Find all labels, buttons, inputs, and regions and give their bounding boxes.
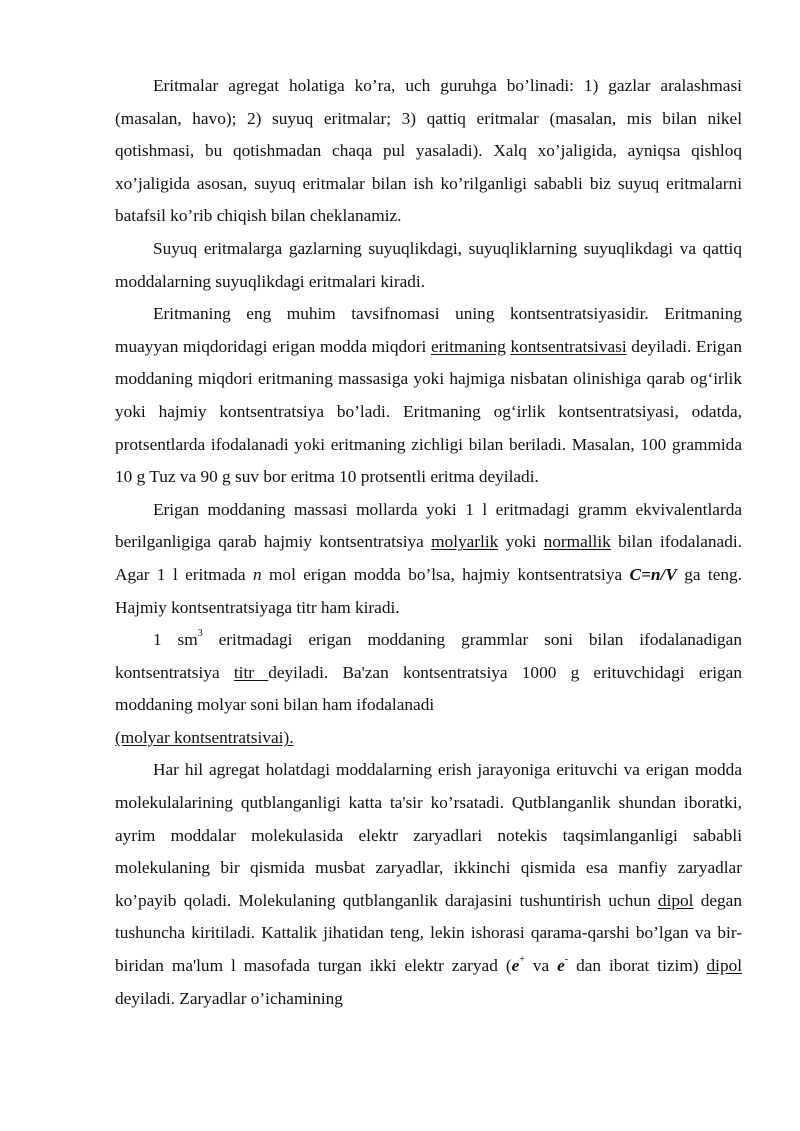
paragraph-aggregate-states: Eritmalar agregat holatiga ko’ra, uch guruhga bo’linadi: 1) gazlar aralashmasi (masalan, havo); 2) suyuq eritmalar; 3) qattiq eritmalar (masalan, mis bilan nikel qotishmasi, bu qotishmadan chaqa pul yasaladi). Xalq xo’jaligida, ayniqsa qishloq xo’jaligida asosan, suyuq eritmalar bilan ish ko’rilganligi sababli biz suyuq eritmalarni batafsil ko’rib chiqish bilan cheklanamiz. [115, 76, 742, 226]
text-run: Eritmaning eng muhim tavsifnomasi uning kontsentratsiyasidir. Eritmaning muayyan miqdoridagi erigan modda miqdori [115, 304, 742, 356]
text-run: bilan ifodalanadi. Agar 1 l eritmada [115, 532, 742, 584]
paragraph-titr [115, 624, 742, 722]
symbol-e-plus: e [511, 956, 520, 976]
underlined-term-normallik: normallik [543, 532, 611, 552]
underlined-term-molyarlik: molyarlik [431, 532, 499, 552]
paragraph-polarity [115, 754, 742, 1015]
text-run: deyiladi. Zaryadlar o’ichamining [115, 988, 343, 1008]
text-run: yoki [498, 532, 544, 552]
text-run: ga teng. Hajmiy kontsentratsiyaga titr ham kiradi. [115, 564, 743, 617]
superscript-3: 3 [197, 628, 203, 640]
text-run: deyiladi. Ba'zan kontsentratsiya 1000 g erituvchidagi erigan moddaning molyar soni bilan ham ifodalanadi [115, 662, 742, 715]
symbol-e-minus: e [557, 956, 565, 976]
text-run: va [524, 956, 558, 976]
text-run: mol erigan modda bo’lsa, hajmiy kontsentratsiya [261, 564, 630, 584]
paragraph-concentration [115, 298, 742, 494]
text-run: deyiladi. Erigan moddaning miqdori eritmaning massasiga yoki hajmiga nisbatan olinishiga qarab og‘irlik yoki hajmiy kontsentratsiya bo’ladi. Eritmaning og‘irlik kontsentratsiyasi, odatda, protsentlarda ifodalanadi yoki eritmaning zichligi bilan beriladi. Masalan, 100 grammida 10 g Tuz va 90 g suv bor eritma 10 protsentli eritma deyiladi. [115, 336, 742, 487]
underlined-term-kontsentratsiya: kontsentratsivasi [510, 336, 627, 356]
paragraph-volume-concentration [115, 494, 742, 624]
italic-variable-n: n [252, 564, 262, 584]
text-run: Erigan moddaning massasi mollarda yoki 1 l eritmadagi gramm ekvivalentlarda berilganligiga qarab hajmiy kontsentratsiya [115, 499, 742, 552]
text-run: eritmadagi erigan moddaning grammlar soni bilan ifodalanadigan kontsentratsiya [115, 630, 742, 682]
text-run: Har hil agregat holatdagi moddalarning erish jarayoniga erituvchi va erigan modda molekulalarining qutblanganligi katta ta'sir ko’rsatadi. Qutblanganlik shundan iboratki, ayrim moddalar molekulasida elektr zaryadlari notekis taqsimlanganligi sababli molekulaning bir qismida musbat zaryadlar, ikkinchi qismida esa manfiy zaryadlar ko’payib qoladi. Molekulaning qutblanganlik darajasini tushuntirish uchun [115, 760, 742, 910]
formula-concentration: C=n/V [629, 564, 677, 584]
underlined-term-dipol: dipol [657, 890, 694, 910]
text-run: dan iborat tizim) [568, 956, 707, 976]
paragraph-molyar-kontsentratsiya: (molyar kontsentratsivai). [115, 727, 294, 747]
superscript-minus: - [564, 954, 569, 966]
underlined-term-titr: titr [233, 662, 269, 682]
text-run: 1 sm [153, 630, 198, 650]
underlined-term-dipol-2: dipol [706, 956, 743, 976]
document-body [115, 70, 742, 1015]
underlined-term-eritmaning: eritmaning [430, 336, 506, 356]
superscript-plus: + [519, 954, 525, 966]
text-run: degan tushuncha kiritiladi. Kattalik jihatidan teng, lekin ishorasi qarama-qarshi bo’lgan va bir-biridan ma'lum l masofada turgan ikki elektr zaryad ( [115, 890, 742, 976]
paragraph-liquid-solutions: Suyuq eritmalarga gazlarning suyuqlikdagi, suyuqliklarning suyuqlikdagi va qattiq moddalarning suyuqlikdagi eritmalari kiradi. [115, 238, 742, 291]
